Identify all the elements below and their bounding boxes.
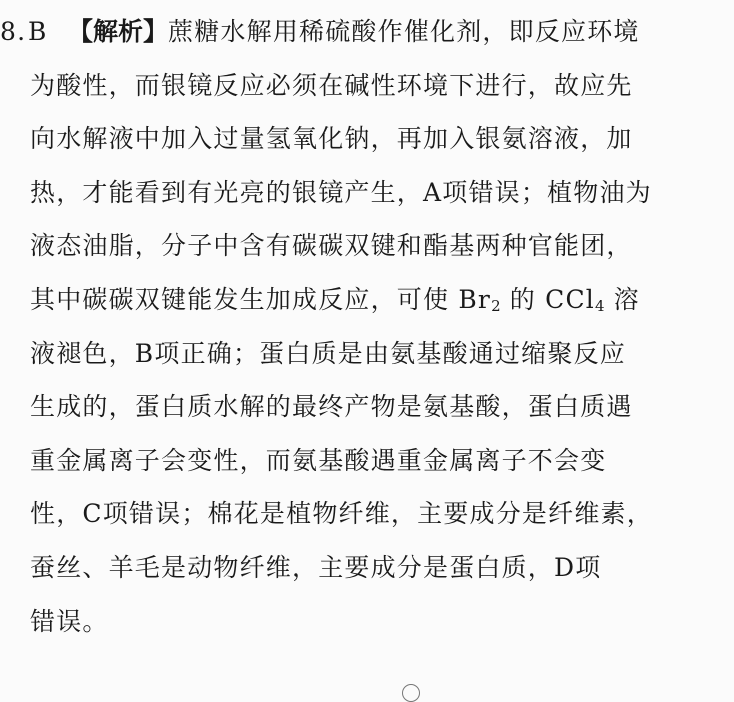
text-line-9 xyxy=(0,439,734,493)
line-text: 为酸性，而银镜反应必须在碱性环境下进行，故应先 xyxy=(30,70,633,100)
subscript: 2 xyxy=(491,296,501,315)
text-line-10 xyxy=(0,492,734,546)
text-line-6 xyxy=(0,278,734,332)
text-line-12 xyxy=(0,600,734,654)
line-text: 错误。 xyxy=(30,606,109,636)
line-text: 溶 xyxy=(604,284,640,314)
text-line-7 xyxy=(0,332,734,386)
page-edge-circle-mark xyxy=(402,684,420,702)
text-line-4 xyxy=(0,171,734,225)
line-text: 生成的，蛋白质水解的最终产物是氨基酸，蛋白质遇 xyxy=(30,392,633,422)
line-text: 蔗糖水解用稀硫酸作催化剂，即反应环境 xyxy=(168,17,640,46)
line-text: 重金属离子会变性，而氨基酸遇重金属离子不会变 xyxy=(30,445,607,475)
line-text: 热，才能看到有光亮的银镜产生，A项错误；植物油为 xyxy=(30,177,652,207)
answer-explanation xyxy=(0,10,734,653)
text-line-2 xyxy=(0,64,734,118)
question-number: 8. xyxy=(0,17,27,46)
answer-choice: B xyxy=(28,17,48,46)
text-line-3 xyxy=(0,117,734,171)
text-line-8 xyxy=(0,385,734,439)
line-text: 性，C项错误；棉花是植物纤维，主要成分是纤维素， xyxy=(30,499,653,529)
line-text: 蚕丝、羊毛是动物纤维，主要成分是蛋白质，D项 xyxy=(30,552,602,582)
line-text: 向水解液中加入过量氢氧化钠，再加入银氨溶液，加 xyxy=(30,124,633,154)
line-text: 其中碳碳双键能发生加成反应，可使 Br xyxy=(30,284,492,314)
text-line-11 xyxy=(0,546,734,600)
analysis-tag: 【解析】 xyxy=(68,17,169,46)
text-line-5 xyxy=(0,224,734,278)
text-line-1 xyxy=(0,10,734,64)
line-text: 液态油脂，分子中含有碳碳双键和酯基两种官能团， xyxy=(30,231,633,261)
line-text: 液褪色，B项正确；蛋白质是由氨基酸通过缩聚反应 xyxy=(30,338,626,368)
line-text: 的 CCl xyxy=(500,284,595,314)
subscript: 4 xyxy=(594,296,605,315)
